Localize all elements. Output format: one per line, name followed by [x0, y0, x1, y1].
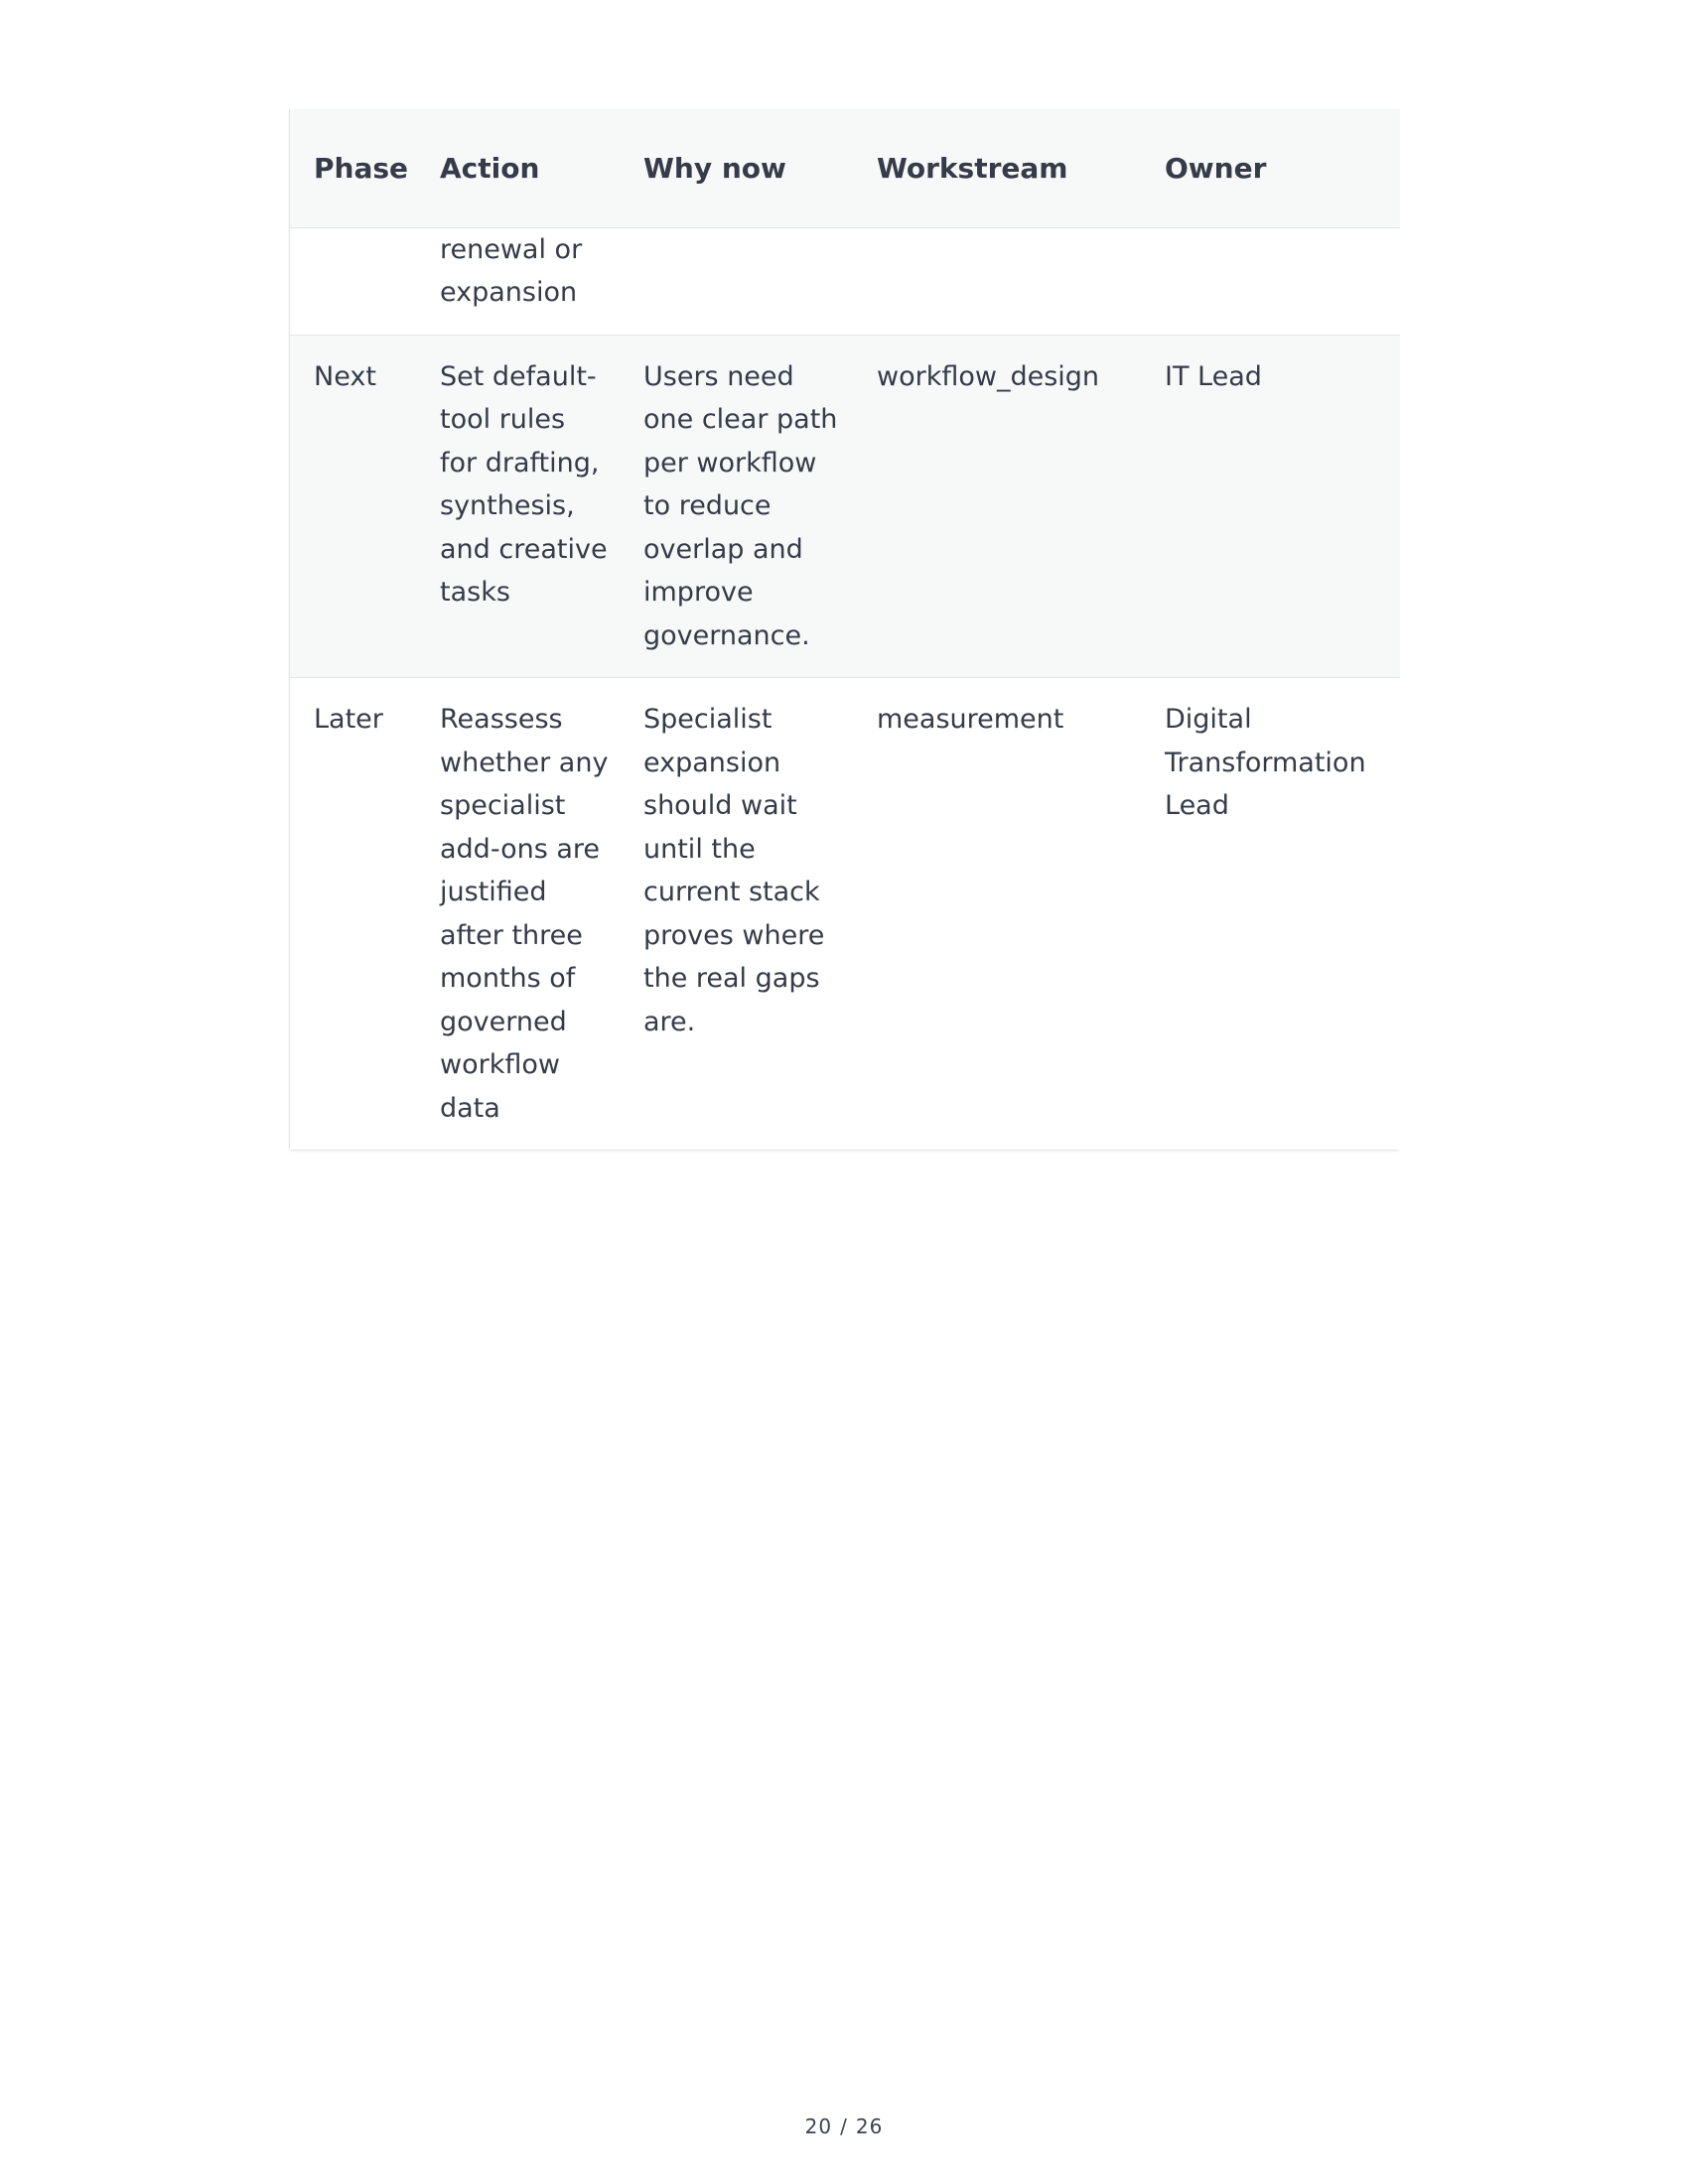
cell-owner [1141, 227, 1400, 335]
header-owner: Owner [1165, 151, 1267, 185]
cell-phase [290, 227, 416, 335]
header-why-now: Why now [643, 151, 786, 185]
cell-workstream: workflow_design [877, 360, 1100, 392]
roadmap-table-grid [290, 109, 1400, 1150]
cell-owner: IT Lead [1165, 360, 1262, 392]
table-row [290, 678, 1400, 1151]
cell-phase: Later [314, 704, 383, 735]
page-number [0, 2115, 1688, 2138]
cell-why-now [620, 227, 853, 335]
page-total: 26 [855, 2115, 884, 2138]
table-row [290, 335, 1400, 678]
header-phase: Phase [314, 151, 409, 185]
roadmap-table [289, 109, 1399, 1151]
cell-owner: Digital Transformation Lead [1165, 704, 1366, 821]
table-body [290, 227, 1400, 1150]
table-header [290, 109, 1400, 227]
cell-why-now: Specialist expansion should wait until the current stack proves where the real gaps are. [643, 704, 825, 1037]
header-row [290, 109, 1400, 227]
header-action: Action [440, 151, 540, 185]
page-separator: / [840, 2115, 848, 2138]
cell-action: renewal or expansion [440, 233, 583, 308]
header-workstream: Workstream [877, 151, 1068, 185]
cell-workstream: measurement [877, 704, 1064, 735]
cell-phase: Next [314, 360, 376, 392]
cell-action: Reassess whether any specialist add-ons are justified after three months of governed workflow data [440, 704, 609, 1124]
cell-action: Set default-tool rules for drafting, synthesis, and creative tasks [440, 360, 608, 608]
cell-why-now: Users need one clear path per workflow to reduce overlap and improve governance. [643, 360, 838, 651]
page-current: 20 [804, 2115, 833, 2138]
cell-workstream [853, 227, 1141, 335]
table-row-continued [290, 227, 1400, 335]
